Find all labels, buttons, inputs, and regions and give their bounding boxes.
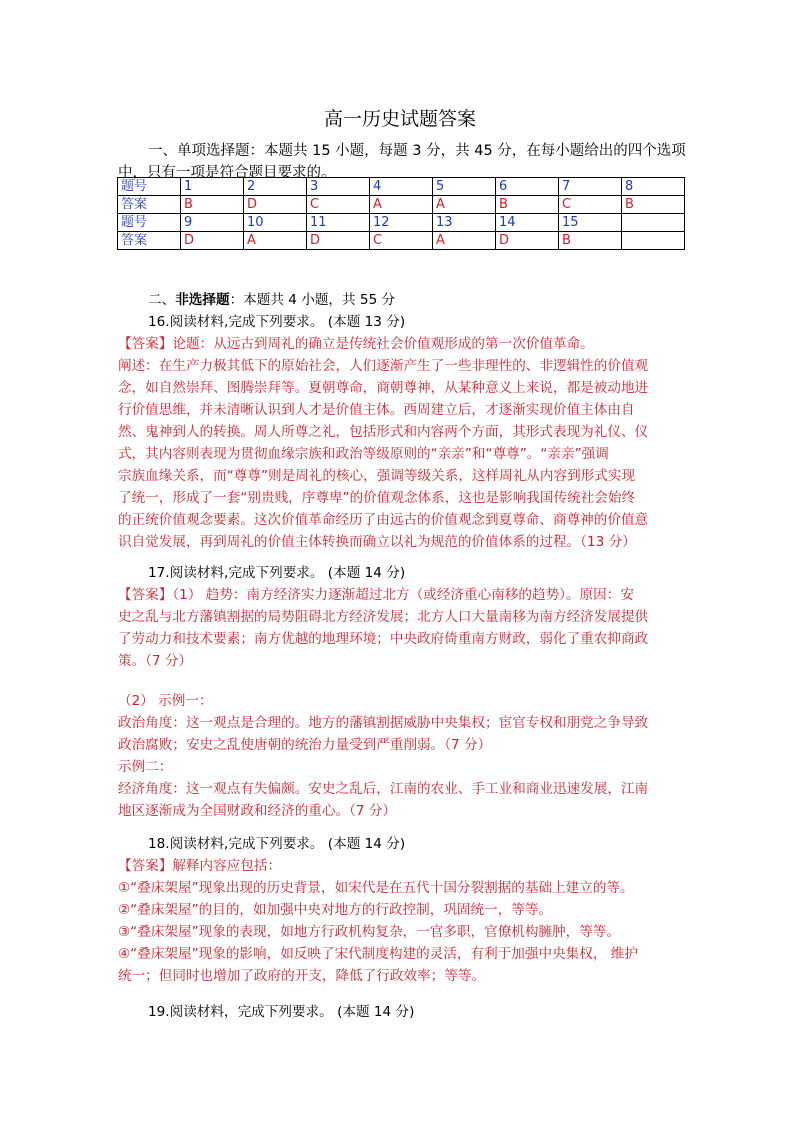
question-number-cell: 15 [559,214,622,232]
answer-cell: A [370,196,433,214]
section1-line2: 中，只有一项是符合题目要求的。 [118,165,336,181]
answer-cell: B [496,196,559,214]
q17-answer-part2 [118,690,688,822]
question-number-cell: 3 [307,178,370,196]
q18-answer-line: ④“叠床架屋”现象的影响，如反映了宋代制度构建的灵活，有利于加强中央集权， 维护 [118,946,638,962]
q17-answer-part1 [118,584,688,672]
q17-answer-line: 史之乱与北方藩镇割据的局势阻碍北方经济发展；北方人口大量南移为南方经济发展提供 [118,609,649,625]
question-18 [118,833,688,987]
q17-answer-line: 【答案】（1） 趋势：南方经济实力逐渐超过北方（或经济重心南移的趋势）。原因：安 [118,587,634,603]
question-number-cell: 11 [307,214,370,232]
answer-cell: C [559,196,622,214]
answer-cell: D [307,232,370,250]
answer-cell: B [622,196,685,214]
answer-cell: D [244,196,307,214]
question-number-cell: 1 [181,178,244,196]
table-row [118,178,685,196]
row-label: 题号 [118,214,181,232]
q17-answer-line: 示例二： [118,759,173,775]
section2-rest: ：本题共 4 小题，共 55 分 [229,292,396,308]
q16-heading: 16.阅读材料,完成下列要求。 (本题 13 分) [148,314,406,330]
question-19 [118,1001,688,1023]
question-number-cell: 5 [433,178,496,196]
table-row [118,196,685,214]
question-number-cell: 13 [433,214,496,232]
question-number-cell: 6 [496,178,559,196]
q18-answer-line: ①“叠床架屋”现象出现的历史背景，如宋代是在五代十国分裂割据的基础上建立的等。 [118,880,634,896]
question-17 [118,562,688,822]
q17-heading: 17.阅读材料,完成下列要求。 (本题 14 分) [148,565,406,581]
q16-answer-line: 识自觉发展，再到周礼的价值主体转换而确立以礼为规范的价值体系的过程。（13 分） [118,534,636,550]
q17-answer-line: 政治角度：这一观点是合理的。地方的藩镇割据威胁中央集权；宦官专权和朋党之争导致 [118,715,649,731]
section2-bold: 非选择题 [175,292,230,308]
q16-answer-line: 的正统价值观念要素。这次价值革命经历了由远古的价值观念到夏尊命、商尊神的价值意 [118,512,649,528]
question-number-cell: 2 [244,178,307,196]
question-number-cell: 12 [370,214,433,232]
row-label: 题号 [118,178,181,196]
table-row [118,232,685,250]
q16-answer [118,333,688,553]
question-number-cell: 10 [244,214,307,232]
section2-prefix: 二、 [148,292,176,308]
q17-answer-line: 了劳动力和技术要素；南方优越的地理环境；中央政府倚重南方财政，弱化了重农抑商政 [118,631,649,647]
section2-heading [118,289,688,311]
q16-answer-line: 【答案】论题：从远古到周礼的确立是传统社会价值观形成的第一次价值革命。 [118,336,594,352]
q17-answer-line: 经济角度：这一观点有失偏颇。安史之乱后，江南的农业、手工业和商业迅速发展，江南 [118,781,649,797]
answer-cell: A [433,196,496,214]
q16-answer-line: 阐述：在生产力极其低下的原始社会，人们逐渐产生了一些非理性的、非逻辑性的价值观 [118,358,649,374]
q18-answer-line: 【答案】解释内容应包括： [118,858,282,874]
answer-cell: B [181,196,244,214]
answer-cell: B [559,232,622,250]
q16-answer-line: 宗族血缘关系，而“尊尊”则是周礼的核心，强调等级关系，这样周礼从内容到形式实现 [118,468,636,484]
section1-line1: 一、单项选择题：本题共 15 小题，每题 3 分，共 45 分，在每小题给出的四个选项 [148,143,686,159]
question-number-cell: 14 [496,214,559,232]
q17-answer-line: 地区逐渐成为全国财政和经济的重心。（7 分） [118,803,397,819]
q16-answer-line: 式，其内容则表现为贯彻血缘宗族和政治等级原则的“亲亲”和“尊尊”。“亲亲”强调 [118,446,609,462]
question-number-cell: 9 [181,214,244,232]
q16-answer-line: 念，如自然崇拜、图腾崇拜等。夏朝尊命，商朝尊神，从某种意义上来说，都是被动地进 [118,380,649,396]
page-title: 高一历史试题答案 [323,108,476,130]
question-number-cell: 8 [622,178,685,196]
answer-cell: C [370,232,433,250]
q16-answer-line: 了统一，形成了一套“别贵贱，序尊卑”的价值观念体系，这也是影响我国传统社会始终 [118,490,636,506]
question-number-cell: 7 [559,178,622,196]
q19-heading: 19.阅读材料，完成下列要求。 (本题 14 分) [148,1004,415,1020]
question-16 [118,311,688,553]
q18-answer-line: ②“叠床架屋”的目的，如加强中央对地方的行政控制，巩固统一，等等。 [118,902,553,918]
question-number-cell [622,214,685,232]
answer-cell [622,232,685,250]
answer-cell: D [181,232,244,250]
answer-cell: D [496,232,559,250]
q17-answer-line: （2） 示例一： [118,693,213,709]
q18-answer-line: 统一；但同时也增加了政府的开支，降低了行政效率；等等。 [118,968,486,984]
row-label: 答案 [118,196,181,214]
q17-answer-line: 政治腐败；安史之乱使唐朝的统治力量受到严重削弱。（7 分） [118,737,492,753]
answer-cell: A [244,232,307,250]
q16-answer-line: 行价值思维，并未清晰认识到人才是价值主体。西周建立后，才逐渐实现价值主体由自 [118,402,635,418]
row-label: 答案 [118,232,181,250]
answer-cell: A [433,232,496,250]
answer-cell: C [307,196,370,214]
q18-heading: 18.阅读材料,完成下列要求。 (本题 14 分) [148,836,406,852]
question-number-cell: 4 [370,178,433,196]
q18-answer [118,855,688,987]
answer-table [117,177,685,250]
q18-answer-line: ③“叠床架屋”现象的表现，如地方行政机构复杂，一官多职，官僚机构臃肿，等等。 [118,924,621,940]
table-row [118,214,685,232]
q17-answer-line: 策。（7 分） [118,653,193,669]
q16-answer-line: 然、鬼神到人的转换。周人所尊之礼，包括形式和内容两个方面，其形式表现为礼仪、仪 [118,424,649,440]
